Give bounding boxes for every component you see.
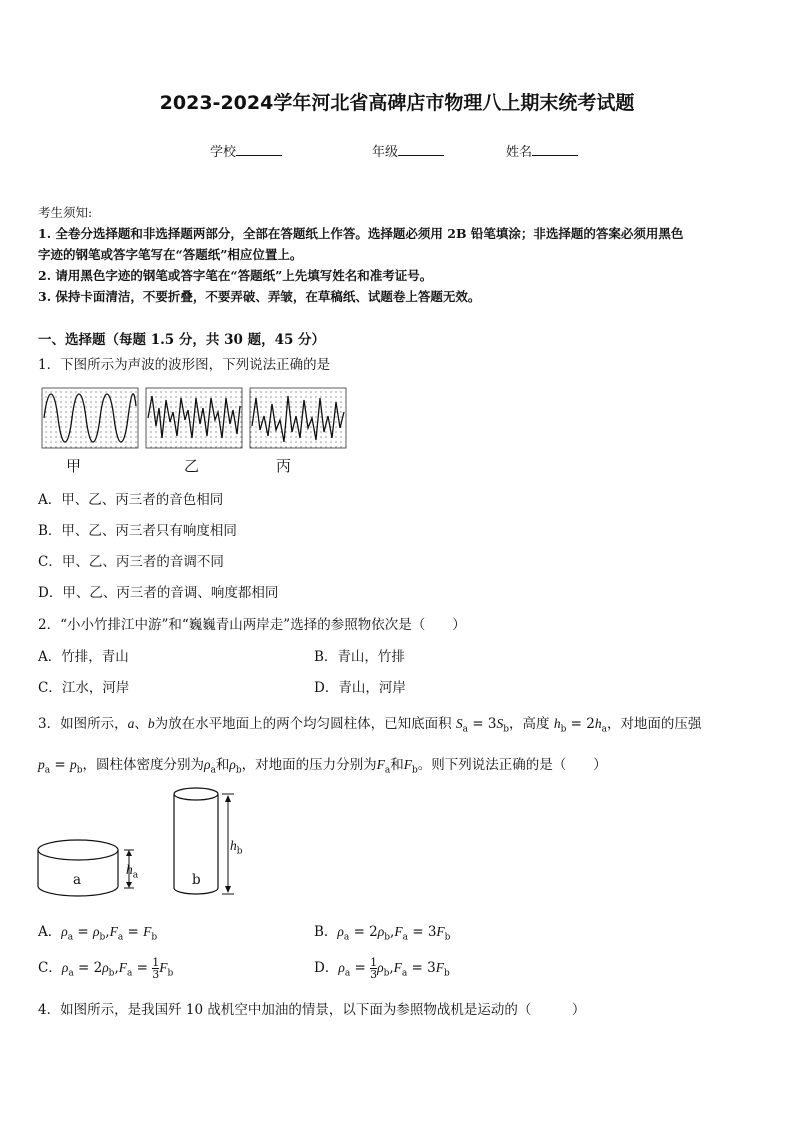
notice-block bbox=[38, 202, 760, 307]
notice-line: 2. 请用黑色字迹的钢笔或答字笔在“答题纸”上先填写姓名和准考证号。 bbox=[38, 268, 433, 283]
waveform-bing bbox=[250, 388, 346, 448]
notice-line: 1. 全卷分选择题和非选择题两部分，全部在答题纸上作答。选择题必须用 2B 铅笔填涂；非选择题的答案必须用黑色 bbox=[38, 226, 684, 241]
page-title: 2023-2024学年河北省高碑店市物理八上期末统考试题 bbox=[159, 92, 635, 114]
school-field: 学校 bbox=[210, 141, 282, 160]
q1-option-b: B．甲、乙、丙三者只有响度相同 bbox=[38, 523, 237, 539]
q2-option-c: C．江水，河岸 bbox=[38, 680, 130, 696]
q2-option-d: D．青山，河岸 bbox=[314, 680, 406, 696]
q1-option-d: D．甲、乙、丙三者的音调、响度都相同 bbox=[38, 585, 279, 601]
question-1-stem: 1．下图所示为声波的波形图，下列说法正确的是 bbox=[38, 357, 331, 373]
q2-option-b: B．青山，竹排 bbox=[314, 649, 405, 665]
cylinder-a bbox=[38, 840, 134, 896]
height-label-a: $h_a$ bbox=[126, 862, 139, 881]
q1-option-c: C．甲、乙、丙三者的音调不同 bbox=[38, 554, 224, 570]
q3-option-b: B．$\rho_a = 2\rho_b,F_a = 3F_b$ bbox=[314, 924, 451, 943]
question-4-stem: 4．如图所示，是我国歼 10 战机空中加油的情景，以下面为参照物战机是运动的（ ） bbox=[38, 1002, 586, 1018]
q3-option-d: D．$\rho_a$ = $\frac{1}{3}$ $\rho_b,F_a = 3F_b$ bbox=[314, 956, 450, 981]
question-3-stem: 3．如图所示，a、b为放在水平地面上的两个均匀圆柱体，已知底面积 $S_a = 3S_b$，高度 $h_b = 2h_a$，对地面的压强 bbox=[38, 716, 702, 735]
q2-option-a: A．竹排，青山 bbox=[38, 649, 129, 665]
notice-line: 字迹的钢笔或答字笔写在“答题纸”相应位置上。 bbox=[38, 247, 303, 262]
q1-option-a: A．甲、乙、丙三者的音色相同 bbox=[38, 492, 224, 508]
q3-option-a: A．$\rho_a = \rho_b,F_a = F_b$ bbox=[38, 924, 158, 943]
wave-label-bing: 丙 bbox=[276, 457, 292, 475]
q3-option-c: C．$\rho_a = 2\rho_b,F_a$ = $\frac{1}{3}$ $F_b$ bbox=[38, 956, 174, 981]
height-label-b: $h_b$ bbox=[230, 838, 243, 857]
fig-label-a: a bbox=[73, 872, 82, 888]
name-field: 姓名 bbox=[506, 141, 578, 160]
waveform-yi bbox=[146, 388, 242, 448]
question-2-stem: 2．“小小竹排江中游”和“巍巍青山两岸走”选择的参照物依次是（ ） bbox=[38, 617, 466, 633]
notice-line: 3. 保持卡面清洁，不要折叠，不要弄破、弄皱，在草稿纸、试题卷上答题无效。 bbox=[38, 289, 481, 304]
cylinder-figure bbox=[34, 782, 254, 902]
waveform-jia bbox=[42, 388, 138, 448]
section-heading: 一、选择题（每题 1.5 分，共 30 题，45 分） bbox=[38, 332, 326, 348]
fig-label-b: b bbox=[192, 872, 201, 888]
question-3-line2: $p_a = p_b$，圆柱体密度分别为$\rho_a$和$\rho_b$，对地面的压力分别为$F_a$和$F_b$。则下列说法正确的是（ ） bbox=[38, 757, 607, 776]
wave-label-jia: 甲 bbox=[66, 457, 82, 475]
notice-heading: 考生须知: bbox=[38, 205, 93, 220]
cylinder-b bbox=[174, 788, 234, 894]
grade-field: 年级 bbox=[372, 141, 444, 160]
wave-label-yi: 乙 bbox=[184, 457, 200, 475]
waveform-figure bbox=[40, 386, 352, 450]
